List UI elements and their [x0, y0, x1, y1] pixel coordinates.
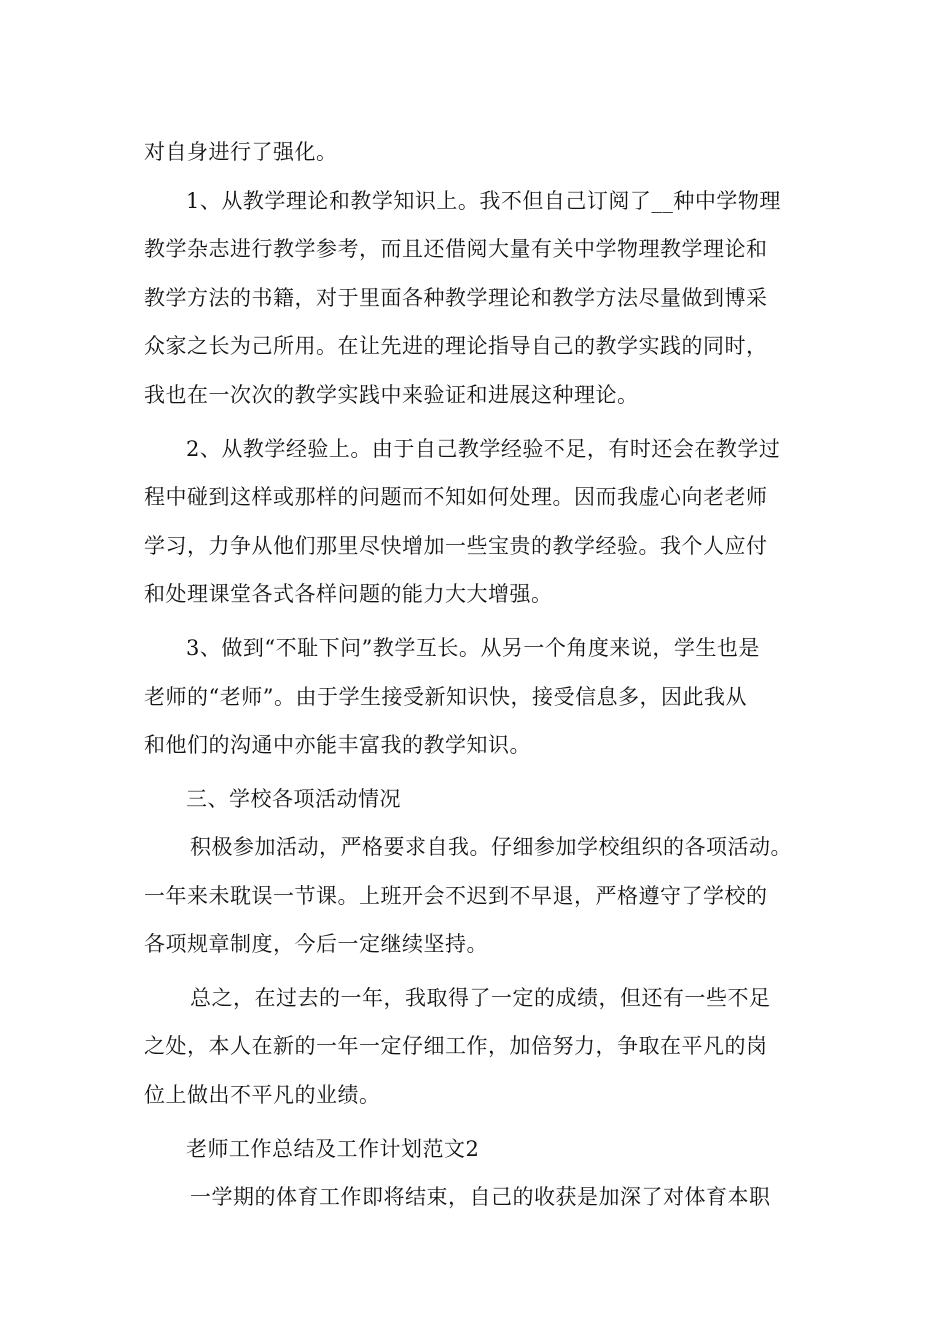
paragraph-line: 积极参加活动，严格要求自我。仔细参加学校组织的各项活动。 — [190, 835, 792, 859]
paragraph-line: 教学杂志进行教学参考，而且还借阅大量有关中学物理教学理论和 — [144, 237, 768, 261]
section-heading: 三、学校各项活动情况 — [186, 787, 401, 811]
paragraph-line: 学习，力争从他们那里尽快增加一些宝贵的教学经验。我个人应付 — [144, 534, 768, 558]
paragraph-line: 一年来未耽误一节课。上班开会不迟到不早退，严格遵守了学校的 — [144, 884, 768, 908]
paragraph-line: 和他们的沟通中亦能丰富我的教学知识。 — [144, 733, 531, 757]
paragraph-line: 对自身进行了强化。 — [144, 140, 338, 164]
paragraph-line: 1、从教学理论和教学知识上。我不但自己订阅了__种中学物理 — [186, 189, 781, 213]
document-subtitle: 老师工作总结及工作计划范文2 — [186, 1137, 480, 1161]
paragraph-line: 众家之长为己所用。在让先进的理论指导自己的教学实践的同时， — [144, 334, 768, 358]
paragraph-line: 教学方法的书籍，对于里面各种教学理论和教学方法尽量做到博采 — [144, 286, 768, 310]
paragraph-line: 老师的“老师”。由于学生接受新知识快，接受信息多，因此我从 — [144, 685, 747, 709]
paragraph-line: 一学期的体育工作即将结束，自己的收获是加深了对体育本职 — [190, 1185, 771, 1209]
paragraph-line: 我也在一次次的教学实践中来验证和进展这种理论。 — [144, 383, 639, 407]
paragraph-line: 3、做到“不耻下问”教学互长。从另一个角度来说，学生也是 — [186, 636, 760, 660]
paragraph-line: 位上做出不平凡的业绩。 — [144, 1083, 381, 1107]
paragraph-line: 和处理课堂各式各样问题的能力大大增强。 — [144, 582, 553, 606]
paragraph-line: 之处，本人在新的一年一定仔细工作，加倍努力，争取在平凡的岗 — [144, 1034, 768, 1058]
paragraph-line: 程中碰到这样或那样的问题而不知如何处理。因而我虚心向老老师 — [144, 485, 768, 509]
paragraph-line: 总之，在过去的一年，我取得了一定的成绩，但还有一些不足 — [190, 986, 771, 1010]
paragraph-line: 2、从教学经验上。由于自己教学经验不足，有时还会在教学过 — [186, 437, 781, 461]
paragraph-line: 各项规章制度，今后一定继续坚持。 — [144, 932, 488, 956]
